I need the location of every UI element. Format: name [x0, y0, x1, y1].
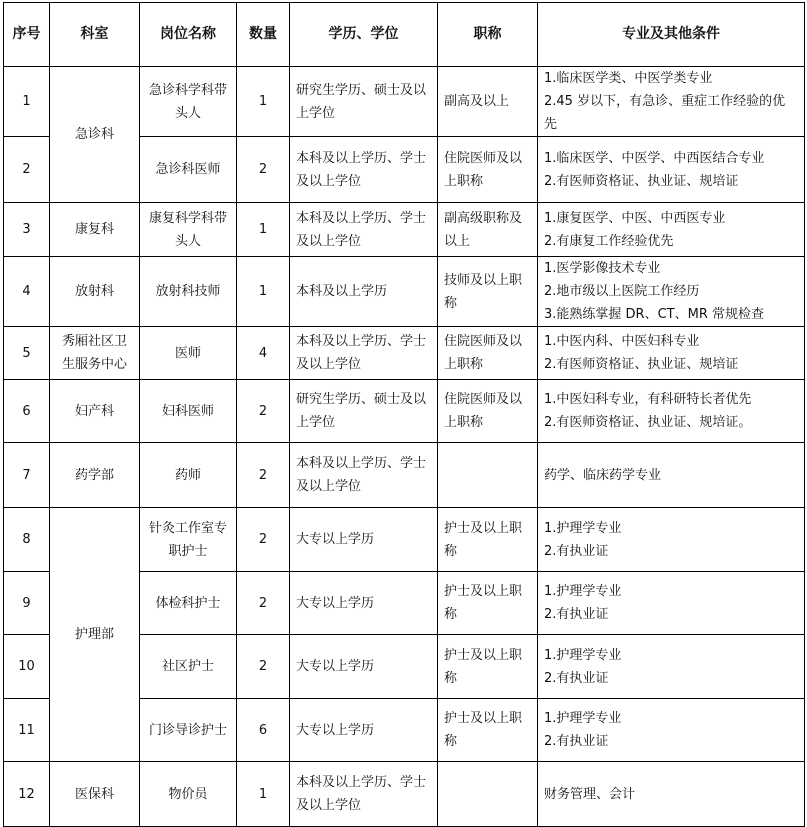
professional-title: 住院医师及以上职称	[438, 380, 538, 443]
row-number: 4	[4, 257, 50, 327]
department-cell: 秀厢社区卫生服务中心	[50, 327, 140, 380]
department-cell: 妇产科	[50, 380, 140, 443]
education-requirement: 大专以上学历	[290, 699, 438, 762]
other-requirements	[538, 762, 805, 827]
professional-title: 护士及以上职称	[438, 699, 538, 762]
post-name: 急诊科医师	[140, 137, 237, 203]
requirement-line: 2.有执业证	[544, 734, 609, 749]
other-requirements	[538, 443, 805, 508]
other-requirements	[538, 508, 805, 572]
requirement-line: 1.临床医学类、中医学类专业	[544, 71, 713, 86]
education-requirement: 本科及以上学历、学士及以上学位	[290, 762, 438, 827]
post-name: 针灸工作室专职护士	[140, 508, 237, 572]
other-requirements	[538, 327, 805, 380]
education-requirement: 本科及以上学历、学士及以上学位	[290, 203, 438, 257]
requirement-line: 1.康复医学、中医、中西医专业	[544, 210, 726, 226]
row-number: 7	[4, 443, 50, 508]
requirement-line: 1.医学影像技术专业	[544, 261, 661, 276]
professional-title: 住院医师及以上职称	[438, 327, 538, 380]
post-count: 6	[237, 699, 290, 762]
requirement-line: 2.地市级以上医院工作经历	[544, 284, 700, 299]
table-row	[4, 380, 805, 443]
other-requirements	[538, 380, 805, 443]
post-name: 社区护士	[140, 635, 237, 699]
header-department: 科室	[50, 3, 140, 67]
department-cell: 药学部	[50, 443, 140, 508]
education-requirement: 本科及以上学历、学士及以上学位	[290, 327, 438, 380]
row-number: 12	[4, 762, 50, 827]
other-requirements	[538, 257, 805, 327]
post-name: 物价员	[140, 762, 237, 827]
row-number: 11	[4, 699, 50, 762]
professional-title: 住院医师及以上职称	[438, 137, 538, 203]
table-row	[4, 508, 805, 572]
requirement-line: 2.有医师资格证、执业证、规培证。	[544, 415, 752, 430]
post-count: 2	[237, 380, 290, 443]
requirement-line: 1.护理学专业	[544, 584, 622, 599]
post-name: 康复科学科带头人	[140, 203, 237, 257]
post-name: 放射科技师	[140, 257, 237, 327]
requirement-line: 1.护理学专业	[544, 647, 622, 663]
row-number: 8	[4, 508, 50, 572]
requirement-line: 1.中医妇科专业，有科研特长者优先	[544, 392, 752, 407]
requirement-line: 3.能熟练掌握 DR、CT、MR 常规检查	[544, 307, 764, 322]
header-requirements: 专业及其他条件	[538, 3, 805, 67]
row-number: 9	[4, 572, 50, 635]
department-cell: 医保科	[50, 762, 140, 827]
header-education: 学历、学位	[290, 3, 438, 67]
post-count: 2	[237, 572, 290, 635]
header-row	[4, 3, 805, 67]
requirement-line: 2.有执业证	[544, 607, 609, 622]
requirement-line: 2.有医师资格证、执业证、规培证	[544, 357, 739, 372]
post-count: 2	[237, 635, 290, 699]
post-name: 门诊导诊护士	[140, 699, 237, 762]
education-requirement: 本科及以上学历、学士及以上学位	[290, 443, 438, 508]
table-row	[4, 203, 805, 257]
table-row	[4, 67, 805, 137]
department-cell: 急诊科	[50, 67, 140, 203]
requirement-line: 2.有执业证	[544, 543, 609, 559]
post-name: 药师	[140, 443, 237, 508]
post-count: 1	[237, 203, 290, 257]
professional-title	[438, 443, 538, 508]
professional-title: 护士及以上职称	[438, 508, 538, 572]
post-count: 4	[237, 327, 290, 380]
row-number: 3	[4, 203, 50, 257]
other-requirements	[538, 137, 805, 203]
header-no: 序号	[4, 3, 50, 67]
row-number: 1	[4, 67, 50, 137]
row-number: 10	[4, 635, 50, 699]
requirement-line: 财务管理、会计	[544, 786, 636, 802]
recruitment-table	[3, 2, 805, 827]
department-cell: 护理部	[50, 508, 140, 762]
requirement-line: 2.有康复工作经验优先	[544, 233, 674, 249]
post-count: 1	[237, 762, 290, 827]
education-requirement: 研究生学历、硕士及以上学位	[290, 380, 438, 443]
requirement-line: 1.临床医学、中医学、中西医结合专业	[544, 150, 765, 166]
education-requirement: 研究生学历、硕士及以上学位	[290, 67, 438, 137]
education-requirement: 大专以上学历	[290, 635, 438, 699]
education-requirement: 大专以上学历	[290, 508, 438, 572]
row-number: 2	[4, 137, 50, 203]
header-count: 数量	[237, 3, 290, 67]
post-count: 1	[237, 257, 290, 327]
education-requirement: 本科及以上学历、学士及以上学位	[290, 137, 438, 203]
professional-title	[438, 762, 538, 827]
post-count: 1	[237, 67, 290, 137]
education-requirement: 本科及以上学历	[290, 257, 438, 327]
post-name: 体检科护士	[140, 572, 237, 635]
professional-title: 副高级职称及以上	[438, 203, 538, 257]
professional-title: 技师及以上职称	[438, 257, 538, 327]
professional-title: 护士及以上职称	[438, 572, 538, 635]
post-count: 2	[237, 508, 290, 572]
table-row	[4, 762, 805, 827]
education-requirement: 大专以上学历	[290, 572, 438, 635]
department-cell: 康复科	[50, 203, 140, 257]
requirement-line: 1.护理学专业	[544, 520, 622, 536]
row-number: 6	[4, 380, 50, 443]
professional-title: 护士及以上职称	[438, 635, 538, 699]
requirement-line: 1.中医内科、中医妇科专业	[544, 334, 700, 349]
other-requirements	[538, 67, 805, 137]
table-row	[4, 257, 805, 327]
requirement-line: 1.护理学专业	[544, 711, 622, 726]
post-count: 2	[237, 443, 290, 508]
row-number: 5	[4, 327, 50, 380]
header-title: 职称	[438, 3, 538, 67]
other-requirements	[538, 699, 805, 762]
table-row	[4, 443, 805, 508]
post-count: 2	[237, 137, 290, 203]
table-row	[4, 327, 805, 380]
other-requirements	[538, 635, 805, 699]
requirement-line: 2.45 岁以下，有急诊、重症工作经验的优先	[544, 94, 786, 132]
post-name: 妇科医师	[140, 380, 237, 443]
header-post: 岗位名称	[140, 3, 237, 67]
post-name: 医师	[140, 327, 237, 380]
other-requirements	[538, 572, 805, 635]
requirement-line: 药学、临床药学专业	[544, 467, 662, 483]
other-requirements	[538, 203, 805, 257]
requirement-line: 2.有执业证	[544, 670, 609, 686]
professional-title: 副高及以上	[438, 67, 538, 137]
post-name: 急诊科学科带头人	[140, 67, 237, 137]
requirement-line: 2.有医师资格证、执业证、规培证	[544, 173, 739, 189]
department-cell: 放射科	[50, 257, 140, 327]
